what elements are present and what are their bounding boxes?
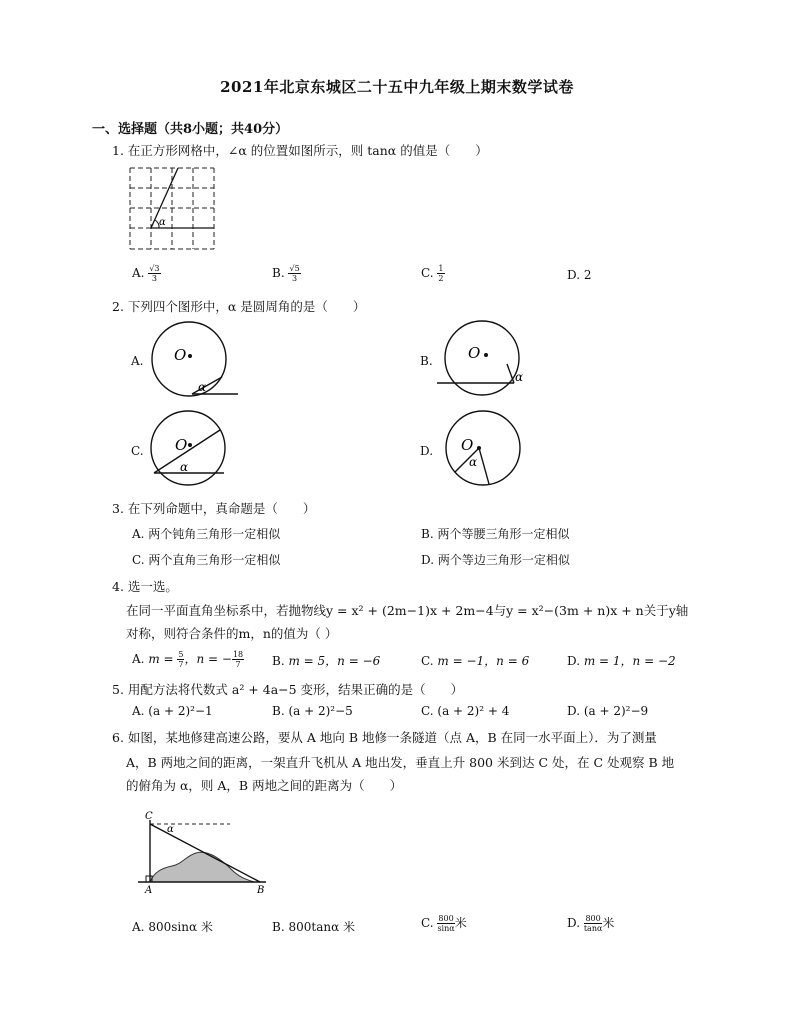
- q6-option-c[interactable]: C. $\frac{800}{\sin\alpha}$ 米: [421, 914, 467, 933]
- svg-text:α: α: [167, 824, 174, 835]
- question-6-line-2: A，B 两地之间的距离，一架直升飞机从 A 地出发，垂直上升 800 米到达 C 处，在 C 处观察 B 地: [126, 755, 675, 770]
- q3-option-a[interactable]: A. 两个钝角三角形一定相似: [132, 527, 281, 541]
- section-heading: 一、选择题（共8小题；共40分）: [92, 122, 289, 137]
- q2-label-a[interactable]: A.: [131, 354, 144, 368]
- page-title: 2021年北京东城区二十五中九年级上期末数学试卷: [220, 78, 574, 96]
- q4-option-a[interactable]: A. m = $\frac{5}{7}$ ，n = − $\frac{18}{7}$: [132, 650, 244, 669]
- question-6-line-3: 的俯角为 α，则 A，B 两地之间的距离为（ ）: [126, 778, 403, 793]
- q5-option-d[interactable]: D. (a + 2)²−9: [567, 704, 649, 718]
- q1-grid-figure: [126, 164, 218, 254]
- q6-option-a[interactable]: A. 800sinα 米: [132, 920, 213, 934]
- question-6-line-1: 6. 如图，某地修建高速公路，要从 A 地向 B 地修一条隧道（点 A，B 在同一水平面上）．为了测量: [112, 730, 657, 745]
- svg-text:O: O: [468, 344, 481, 362]
- q2-figure-c: [148, 410, 243, 490]
- q1-option-c[interactable]: C. $\frac{1}{2}$: [421, 264, 444, 283]
- question-3-stem: 3. 在下列命题中，真命题是（ ）: [112, 501, 316, 516]
- q2-figure-a: [148, 320, 243, 400]
- svg-text:α: α: [469, 455, 478, 469]
- svg-text:O: O: [175, 436, 188, 454]
- svg-text:O: O: [461, 436, 474, 454]
- q4-option-c[interactable]: C. m = −1，n = 6: [421, 654, 530, 668]
- q1-alpha-label: α: [159, 217, 166, 228]
- q5-option-c[interactable]: C. (a + 2)² + 4: [421, 704, 510, 718]
- q5-option-b[interactable]: B. (a + 2)²−5: [272, 704, 353, 718]
- q6-option-b[interactable]: B. 800tanα 米: [272, 920, 355, 934]
- svg-text:B: B: [257, 885, 265, 896]
- q1-option-a[interactable]: A. $\frac{√3}{3}$: [132, 264, 160, 283]
- svg-text:C: C: [145, 811, 153, 822]
- q1-option-b[interactable]: B. $\frac{√5}{3}$: [272, 264, 300, 283]
- svg-text:α: α: [515, 370, 524, 384]
- question-2-stem: 2. 下列四个图形中，α 是圆周角的是（ ）: [112, 299, 366, 314]
- svg-text:O: O: [174, 346, 187, 364]
- q5-option-a[interactable]: A. (a + 2)²−1: [132, 704, 213, 718]
- svg-text:A: A: [145, 885, 153, 896]
- q6-option-d[interactable]: D. $\frac{800}{\tan\alpha}$ 米: [567, 914, 615, 933]
- svg-text:α: α: [198, 380, 207, 394]
- q4-option-b[interactable]: B. m = 5，n = −6: [272, 654, 381, 668]
- question-4-line-1: 在同一平面直角坐标系中，若抛物线y = x² + (2m−1)x + 2m−4与y = x²−(3m + n)x + n关于y轴: [126, 603, 689, 618]
- question-1-stem: 1. 在正方形网格中，∠α 的位置如图所示，则 tanα 的值是（ ）: [112, 143, 488, 158]
- q3-option-c[interactable]: C. 两个直角三角形一定相似: [132, 553, 281, 567]
- q1-option-d[interactable]: D. 2: [567, 268, 592, 282]
- question-4-line-2: 对称，则符合条件的m，n的值为（ ）: [126, 626, 338, 641]
- q4-option-d[interactable]: D. m = 1，n = −2: [567, 654, 676, 668]
- q2-figure-d: [437, 410, 532, 490]
- q3-option-d[interactable]: D. 两个等边三角形一定相似: [421, 553, 570, 567]
- q3-option-b[interactable]: B. 两个等腰三角形一定相似: [421, 527, 570, 541]
- question-5-stem: 5. 用配方法将代数式 a² + 4a−5 变形，结果正确的是（ ）: [112, 682, 464, 697]
- q6-figure: [136, 806, 276, 896]
- q2-label-d[interactable]: D.: [420, 444, 434, 458]
- svg-text:α: α: [180, 460, 189, 474]
- q2-label-c[interactable]: C.: [131, 444, 144, 458]
- q2-figure-b: [437, 320, 537, 400]
- q2-label-b[interactable]: B.: [420, 354, 433, 368]
- question-4-stem: 4. 选一选。: [112, 579, 178, 594]
